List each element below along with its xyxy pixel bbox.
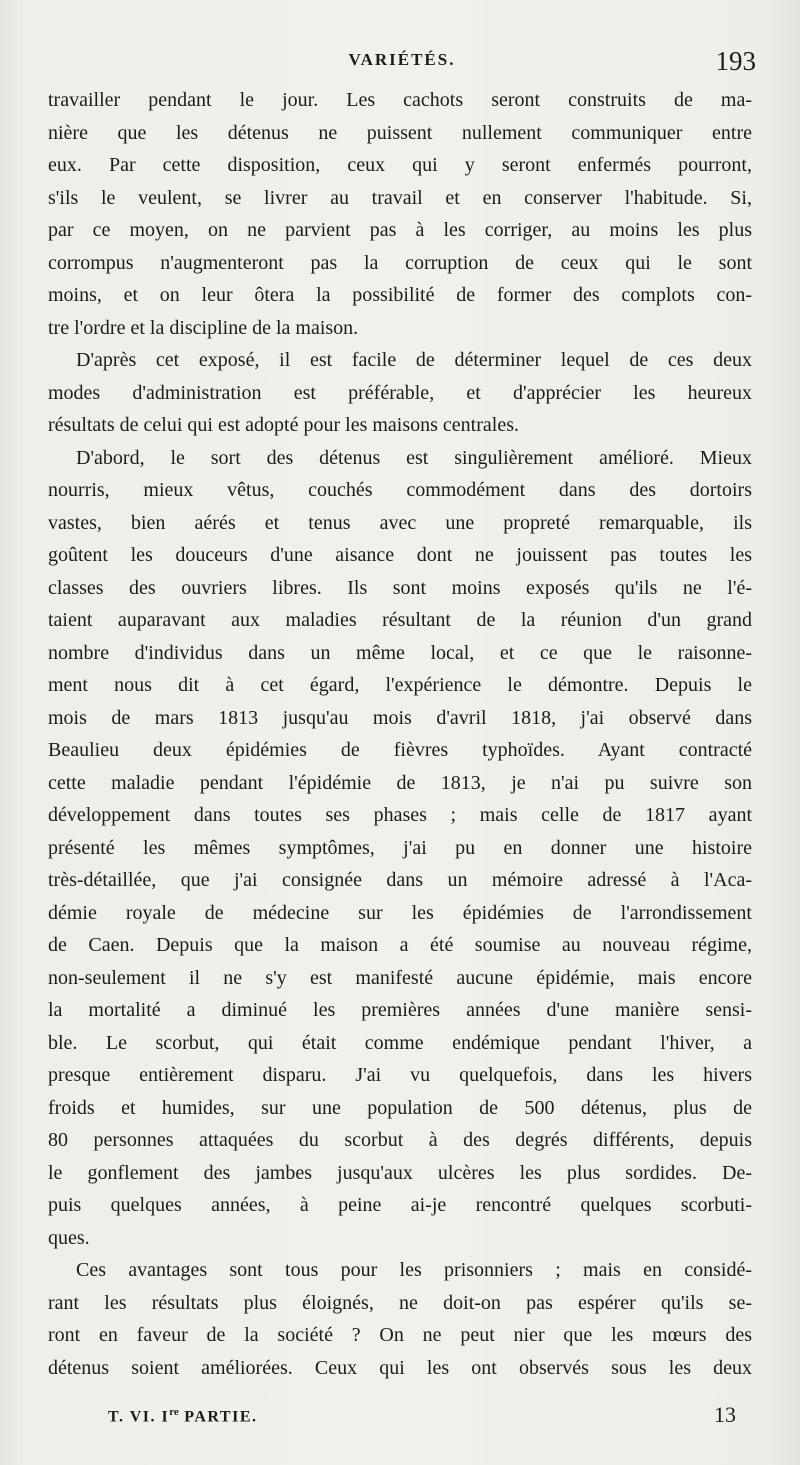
text-line: la mortalité a diminué les premières années d'une manière sensi- bbox=[48, 999, 752, 1021]
page-number: 193 bbox=[715, 46, 756, 76]
text-line: Ces avantages sont tous pour les prisonniers ; mais en considé- bbox=[76, 1259, 752, 1281]
text-line: presque entièrement disparu. J'ai vu quelquefois, dans les hivers bbox=[48, 1064, 752, 1086]
text-line: vastes, bien aérés et tenus avec une propreté remarquable, ils bbox=[48, 511, 752, 534]
signature-prefix: T. VI. I bbox=[108, 1408, 170, 1426]
paragraph-3 bbox=[48, 442, 752, 1255]
running-title: VARIÉTÉS. bbox=[348, 50, 456, 69]
text-line: tre l'ordre et la discipline de la maison. bbox=[48, 316, 359, 339]
text-line: ment nous dit à cet égard, l'expérience le démontre. Depuis le bbox=[48, 674, 752, 696]
text-line: 80 personnes attaquées du scorbut à des degrés différents, depuis bbox=[48, 1129, 752, 1151]
page-body bbox=[48, 84, 752, 1384]
paragraph-4 bbox=[48, 1254, 752, 1384]
signature-suffix: PARTIE. bbox=[178, 1408, 258, 1426]
page-footer bbox=[48, 1402, 736, 1432]
signature-mark bbox=[108, 1406, 257, 1426]
text-line: Beaulieu deux épidémies de fièvres typhoïdes. Ayant contracté bbox=[48, 739, 752, 761]
text-line: goûtent les douceurs d'une aisance dont ne jouissent pas toutes les bbox=[48, 544, 752, 566]
text-line: classes des ouvriers libres. Ils sont moins exposés qu'ils ne l'é- bbox=[48, 576, 752, 599]
signature-superscript: re bbox=[169, 1406, 179, 1418]
paragraph-2 bbox=[48, 344, 752, 442]
text-line: développement dans toutes ses phases ; mais celle de 1817 ayant bbox=[48, 804, 752, 826]
text-line: D'après cet exposé, il est facile de déterminer lequel de ces deux bbox=[76, 349, 752, 371]
text-line: démie royale de médecine sur les épidémies de l'arrondissement bbox=[48, 901, 752, 924]
text-line: nière que les détenus ne puissent nullement communiquer entre bbox=[48, 121, 752, 144]
text-line: D'abord, le sort des détenus est singulièrement amélioré. Mieux bbox=[76, 446, 752, 469]
text-line: très-détaillée, que j'ai consignée dans un mémoire adressé à l'Aca- bbox=[48, 869, 752, 891]
text-line: modes d'administration est préférable, et d'apprécier les heureux bbox=[48, 381, 752, 404]
text-line: nombre d'individus dans un même local, et ce que le raisonne- bbox=[48, 641, 752, 664]
text-line: de Caen. Depuis que la maison a été soumise au nouveau régime, bbox=[48, 934, 752, 956]
text-line: travailler pendant le jour. Les cachots seront construits de ma- bbox=[48, 89, 752, 111]
text-line: froids et humides, sur une population de 500 détenus, plus de bbox=[48, 1096, 752, 1119]
text-line: ques. bbox=[48, 1226, 90, 1249]
paragraph-1 bbox=[48, 84, 752, 344]
text-line: s'ils le veulent, se livrer au travail et en conserver l'habitude. Si, bbox=[48, 186, 752, 209]
text-line: nourris, mieux vêtus, couchés commodément dans des dortoirs bbox=[48, 479, 752, 501]
text-line: puis quelques années, à peine ai-je rencontré quelques scorbuti- bbox=[48, 1194, 752, 1216]
text-line: cette maladie pendant l'épidémie de 1813, je n'ai pu suivre son bbox=[48, 771, 752, 794]
text-line: présenté les mêmes symptômes, j'ai pu en donner une histoire bbox=[48, 836, 752, 859]
text-line: mois de mars 1813 jusqu'au mois d'avril 1818, j'ai observé dans bbox=[48, 706, 752, 729]
text-line: taient auparavant aux maladies résultant de la réunion d'un grand bbox=[48, 609, 752, 631]
text-line: moins, et on leur ôtera la possibilité de former des complots con- bbox=[48, 284, 752, 306]
text-line: le gonflement des jambes jusqu'aux ulcères les plus sordides. De- bbox=[48, 1161, 752, 1184]
text-line: corrompus n'augmenteront pas la corruption de ceux qui le sont bbox=[48, 251, 752, 274]
text-line: ble. Le scorbut, qui était comme endémique pendant l'hiver, a bbox=[48, 1031, 752, 1054]
page-header bbox=[48, 46, 756, 80]
text-line: rant les résultats plus éloignés, ne doit-on pas espérer qu'ils se- bbox=[48, 1291, 752, 1314]
text-line: résultats de celui qui est adopté pour les maisons centrales. bbox=[48, 414, 519, 436]
text-line: eux. Par cette disposition, ceux qui y seront enfermés pourront, bbox=[48, 154, 752, 176]
text-line: par ce moyen, on ne parvient pas à les corriger, au moins les plus bbox=[48, 219, 752, 241]
text-line: ront en faveur de la société ? On ne peut nier que les mœurs des bbox=[48, 1324, 752, 1346]
sheet-number: 13 bbox=[714, 1402, 736, 1427]
text-line: non-seulement il ne s'y est manifesté aucune épidémie, mais encore bbox=[48, 966, 752, 989]
text-line: détenus soient améliorées. Ceux qui les ont observés sous les deux bbox=[48, 1356, 752, 1379]
